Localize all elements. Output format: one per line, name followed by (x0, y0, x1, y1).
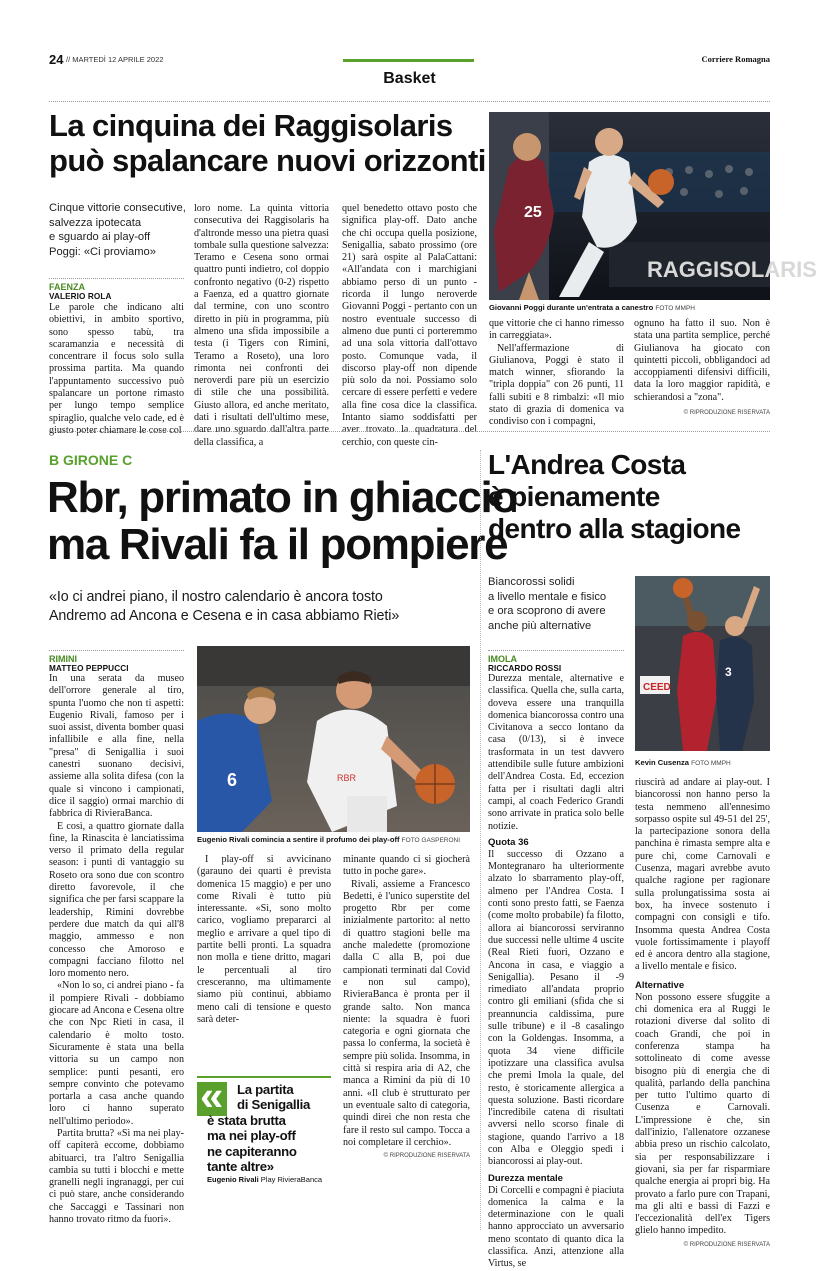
byline: RICCARDO ROSSI (488, 664, 562, 673)
photo-credit: FOTO MMPH (691, 760, 731, 767)
text-column (49, 278, 184, 437)
paragraph: loro nome. La quinta vittoria consecutiva dei Raggisolaris ha d'altronde messo una pietra quasi tombale sulla questione salvezza: Teramo e Cesena sono ormai quattro punti indietro, col doppio confronto negativo (0-2) rispetto a Faenza, ed a quattro giornate dal termine, con uno scontro diretto in più in programma, più almeno una sfida impossibile a testa (i Tigers con Rimini, Teramo a Roseto), una loro rimonta nei confronti dei neroverdi pare più un esercizio di stile che una possibilità. Giusto allora, ed anche meritato, dati i risultati dell'ultimo mese, dare uno sguardo dall'altra parte della classifica, a (194, 203, 329, 448)
newspaper-name: Corriere Romagna (701, 54, 770, 64)
copyright: © RIPRODUZIONE RISERVATA (383, 1153, 470, 1160)
paragraph: Di Corcelli e compagni è piaciuta domenica la calma e la determinazione con le quali hanno approcciato un avversario meno scontato di quanto dica la classifica. Anzi, attenzione alla Virtus, se (488, 1184, 624, 1270)
quote-line: La partita (237, 1082, 294, 1097)
subheading: Durezza mentale (488, 1172, 563, 1184)
paragraph: Le parole che indicano alti obiettivi, in ambito sportivo, sono spesso tabù, tra scaramanzia e necessità di concentrare il focus solo sulla prossima partita. Ma quando l'appuntamento successivo può spalancare un portone rimasto per lungo tempo semplice spiraglio, qualche velo cade, ed è giusto poter chiamare le cose col (49, 302, 184, 436)
caption-text: Eugenio Rivali comincia a sentire il profumo dei play-off (197, 835, 400, 844)
paragraph: ognuno ha fatto il suo. Non è stata una partita semplice, perché Giulianova ha giocato con quintetti piccoli, obbligandoci ad accoppiamenti difensivi difficili, data la loro maggior rapidità, e schierandosi a "zona". (634, 318, 770, 403)
svg-text:RBR: RBR (337, 773, 357, 783)
copyright-text: RIPRODUZIONE RISERVATA (389, 1153, 470, 1160)
dateline-place: RIMINI (49, 650, 184, 664)
copyright-text: RIPRODUZIONE RISERVATA (689, 1241, 770, 1248)
headline-line: è pienamente (488, 481, 660, 512)
photo-cusenza (635, 576, 770, 751)
photo-caption (489, 303, 770, 312)
photo-poggi (489, 112, 817, 300)
quote-line: di Senigallia (237, 1097, 311, 1113)
summary-line: e sguardo ai play-off (49, 231, 151, 243)
photo-credit: FOTO MMPH (655, 305, 695, 312)
subheading: Quota 36 (488, 836, 529, 848)
dateline-place: FAENZA (49, 278, 184, 292)
byline: VALERIO ROLA (49, 292, 112, 301)
article-andrea-costa (0, 440, 819, 1270)
summary-line: e ora scoprono di avere (488, 605, 606, 617)
summary (488, 575, 628, 633)
text-column (635, 777, 770, 1248)
paragraph: riuscirà ad andare ai play-out. I biancorossi non hanno perso la testa nemmeno all'ennesimo sorpasso ospite sul 49-51 del 25', la partecipazione sonora della panchina è rimasta sempre alta e pure chi, come Carnovali e Cusenza, magari avrebbe avuto qualche ragione per ragionare sulla prolungatissima sosta ai box, ha invece sostenuto i compagni con consigli e tifo. Insomma questa Andrea Costa vuole fortissimamente i playoff ed è ancora dentro alla stagione, a livello mentale e fisico. (635, 777, 770, 973)
text-column (194, 203, 329, 449)
basketball-photo (489, 112, 817, 300)
basketball-photo (635, 576, 770, 751)
summary-line: anche più alternative (488, 619, 592, 632)
paragraph: «Non lo so, ci andrei piano - fa il pompiere Rivali - dobbiamo giocare ad Ancona e Cesena oltre che con Npc Rieti in casa, il calendario è molto tosto. Sicuramente è stata una bella vittoria su un campo non semplice: punti pesanti, ero sempre convinto che potevamo portarla a casa anche quando loro ci hanno superato nell'ultimo periodo». (49, 980, 184, 1127)
paragraph: I play-off si avvicinano (garauno dei quarti è prevista domenica 15 maggio) e per uno come Rivali è tutto più interessante. «Sì, sono molto carico, vogliamo prepararci al meglio e arrivare a quel tipo di partite belli pronti. La squadra non molla e tiene dritto, magari le percentuali al tiro cresceranno, ma ultimamente siamo più continui, abbiamo meno cali di tensione e questo sarà deter- (197, 854, 331, 1025)
deck-line: Andremo ad Ancona e Cesena e in casa abbiamo Rieti» (49, 608, 400, 624)
subheading: Alternative (635, 979, 685, 991)
headline-line: ma Rivali fa il pompiere (47, 520, 508, 569)
headline-line: può spalancare nuovi orizzonti (49, 143, 486, 178)
article-divider (49, 431, 770, 432)
copyright: © RIPRODUZIONE RISERVATA (683, 410, 770, 417)
summary (49, 201, 189, 259)
banner-text: RAGGISOLARIS (647, 257, 817, 282)
summary-line: a livello mentale e fisico (488, 590, 607, 603)
paragraph: In una serata da museo dell'orrore generale al tiro, spunta l'uomo che non ti aspetti: Eugenio Rivali, famoso per i suoi assist, diventa bomber quasi infallibile e alla fine, nella "presa" di Senigallia i suoi canestri suonano decisivi, assieme alla solita difesa (con la quale si vincono i campionati, dice il saggio) ormai marchio di fabbrica di RivieraBanca. (49, 673, 184, 820)
text-column (488, 650, 624, 1271)
paragraph: minante quando ci si giocherà tutto in poche gare». (343, 854, 470, 878)
summary-line: Poggi: «Ci proviamo» (49, 245, 156, 258)
copyright: © RIPRODUZIONE RISERVATA (683, 1241, 770, 1248)
quote-line: ma nei play-off (207, 1128, 296, 1144)
paragraph: que vittorie che ci hanno rimesso in carreggiata». (489, 318, 624, 342)
byline: MATTEO PEPPUCCI (49, 664, 129, 673)
paragraph: Rivali, assieme a Francesco Bedetti, è l'unico superstite del progetto Rbr per come inizialmente partorito: al netto di quattro stagioni belle ma anche maledette (promozione dalla C alla B, poi due campionati terminati dal Covid e non sul campo), RivieraBanca è pronta per il grande salto. Non manca niente: la squadra è fuori categoria e ogni giornata che passa lo conferma, la società è sempre più solida. Insomma, in città si respira aria di A2, che manca a Rimini da più di 10 anni. «Il club è strutturato per un eventuale salto di categoria, quindi direi che non resta che fare il resto sul campo. Tocca a noi completare il cerchio». (343, 878, 470, 1148)
paragraph: Partita brutta? «Sì ma nei play-off capiterà eccome, dobbiamo abituarci, tra l'altro Senigallia cambia su tutti i blocchi e mette granelli negli ingranaggi, per cui ci può stare, anche considerando che Saccaggi e Tassinari non hanno trovato ritmo da fuori». (49, 1127, 184, 1226)
kicker: B GIRONE C (49, 452, 133, 468)
paragraph: E così, a quattro giornate dalla fine, la Rinascita è lanciatissima verso il primato della regular season: i punti di vantaggio su Roseto ora sono due con scontro diretto favorevole, il che significa che per farsi scappare la leadership, Rimini dovrebbe perdere due match da qui all'8 maggio, ammesso e non concesso che Amoroso e compagni facciano filotto nel loro momento nero. (49, 820, 184, 980)
headline-line: L'Andrea Costa (488, 449, 686, 480)
headline-line: Rbr, primato in ghiaccio (47, 473, 517, 522)
svg-text:CEED: CEED (643, 682, 671, 693)
quote-line: tante altre» (207, 1159, 274, 1175)
page-date: // MARTEDÌ 12 APRILE 2022 (66, 55, 164, 64)
summary-line: Biancorossi solidi (488, 576, 575, 588)
section-title: Basket (383, 70, 436, 87)
headline-line: La cinquina dei Raggisolaris (49, 108, 453, 143)
svg-text:3: 3 (725, 665, 732, 679)
deck-line: «Io ci andrei piano, il nostro calendario è ancora tosto (49, 589, 383, 605)
quote-line: ne capiteranno (207, 1143, 297, 1159)
article-raggisolaris (0, 0, 819, 450)
svg-text:25: 25 (524, 204, 542, 221)
headline (488, 449, 778, 545)
svg-text:6: 6 (227, 770, 238, 790)
photo-caption (635, 758, 770, 767)
paragraph: Durezza mentale, alternative e classifica. Quella che, sulla carta, doveva essere una tranquilla domenica biancorossa contro una Civitanova a secco lontano da casa (0/13), si è invece trasformata in un test davvero attendibile sulle future ambizioni dell'Andrea Costa. Ed, eccezion fatta per i risultati dagli altri campi, al coach Federico Grandi sono arrivate in pratica solo belle notizie. (488, 673, 624, 832)
caption-text: Giovanni Poggi durante un'entrata a canestro (489, 303, 654, 312)
paragraph: Non possono essere sfuggite a chi domenica era al Ruggi le rotazioni diverse dal solito di coach Grandi, che poi in conferenza stampa ha sottolineato di come avesse bisogno più di energia che di qualità, parlando della panchina per tutto l'ultimo quarto di Cusenza e Carnovali. L'impressione è che, sin dall'inizio, l'allenatore ozzanese abbia preso un rischio calcolato, sia per responsabilizzare i giovani, sia per far risparmiare qualche energia ai propri big. Ha provato a farlo pure con Trapani, ma gli alti e bassi di Fazzi e l'eccezionalità dell'ex Tigers glielo hanno impedito. (635, 991, 770, 1237)
summary-line: salvezza ipotecata (49, 216, 142, 229)
quote-mark-glyph: « (200, 1072, 224, 1119)
quote-line: è stata brutta (207, 1112, 286, 1128)
headline-line: dentro alla stagione (488, 513, 741, 544)
paragraph: Nell'affermazione di Giulianova, Poggi è stato il match winner, sfiorando la "tripla doppia" con 26 punti, 11 falli subiti e 8 rimbalzi: «Il mio stato di grazia di domenica va condiviso con i compagni, (489, 342, 624, 428)
paragraph: quel benedetto ottavo posto che significa play-off. Dato anche che chi occupa quella posizione, Senigallia, sabato prossimo (ore 21) sarà ospite al PalaCattani: «All'andata con i marchigiani abbiamo perso di un punto - ricorda il lungo neroverde Giovanni Poggi - pertanto con un nostro eventuale successo di almeno due punti ci porteremmo ad una sola vittoria dall'ottavo posto. Comunque vada, il discorso play-off non dipende più solo da noi. Possiamo solo cercare di essere perfetti e vedere alla fine cosa dice la classifica. Intanto siamo soddisfatti per aver trovato la quadratura del cerchio, con queste cin- (342, 203, 477, 448)
text-column (634, 318, 770, 416)
paragraph: Il successo di Ozzano a Montegranaro ha ulteriormente alzato lo sbarramento play-off, almeno per l'Andrea Costa. I conti sono presto fatti, se Faenza (come molto probabile) fa filotto, allora ai biancorossi serviranno due successi nelle ultime 4 uscite (Real Rieti fuori, Ozzano e Ancona in casa, e viaggio a Senigallia). Pesano il -9 rimediato all'andata proprio contro gli emiliani (sfida che si preannuncia caldissima, pure sulle tribune) e il -8 casalingo con la Goldengas. Insomma, a quota 34 viene difficile ipotizzare una classifica avulsa che premi Imola la quale, del resto, è storicamente allergica a questa soluzione. Basti ricordare l'incredibile catena di risultati avversi nello scorso finale di stagione, quando l'arrivo a 18 con Alba e Oleggio spedì i biancorossi ai play-out. (488, 848, 624, 1168)
dateline-place: IMOLA (488, 650, 624, 664)
quote-role: Play RivieraBanca (260, 1175, 323, 1184)
quote-author: Eugenio Rivali (207, 1175, 259, 1184)
headline (49, 108, 489, 178)
page-number: 24 (49, 52, 64, 67)
caption-text: Kevin Cusenza (635, 758, 690, 767)
photo-credit: FOTO GASPERONI (401, 837, 461, 844)
column-rule (480, 450, 481, 1230)
text-column (489, 318, 624, 429)
text-column (342, 203, 477, 449)
summary-line: Cinque vittorie consecutive, (49, 202, 186, 214)
copyright-text: RIPRODUZIONE RISERVATA (689, 410, 770, 417)
